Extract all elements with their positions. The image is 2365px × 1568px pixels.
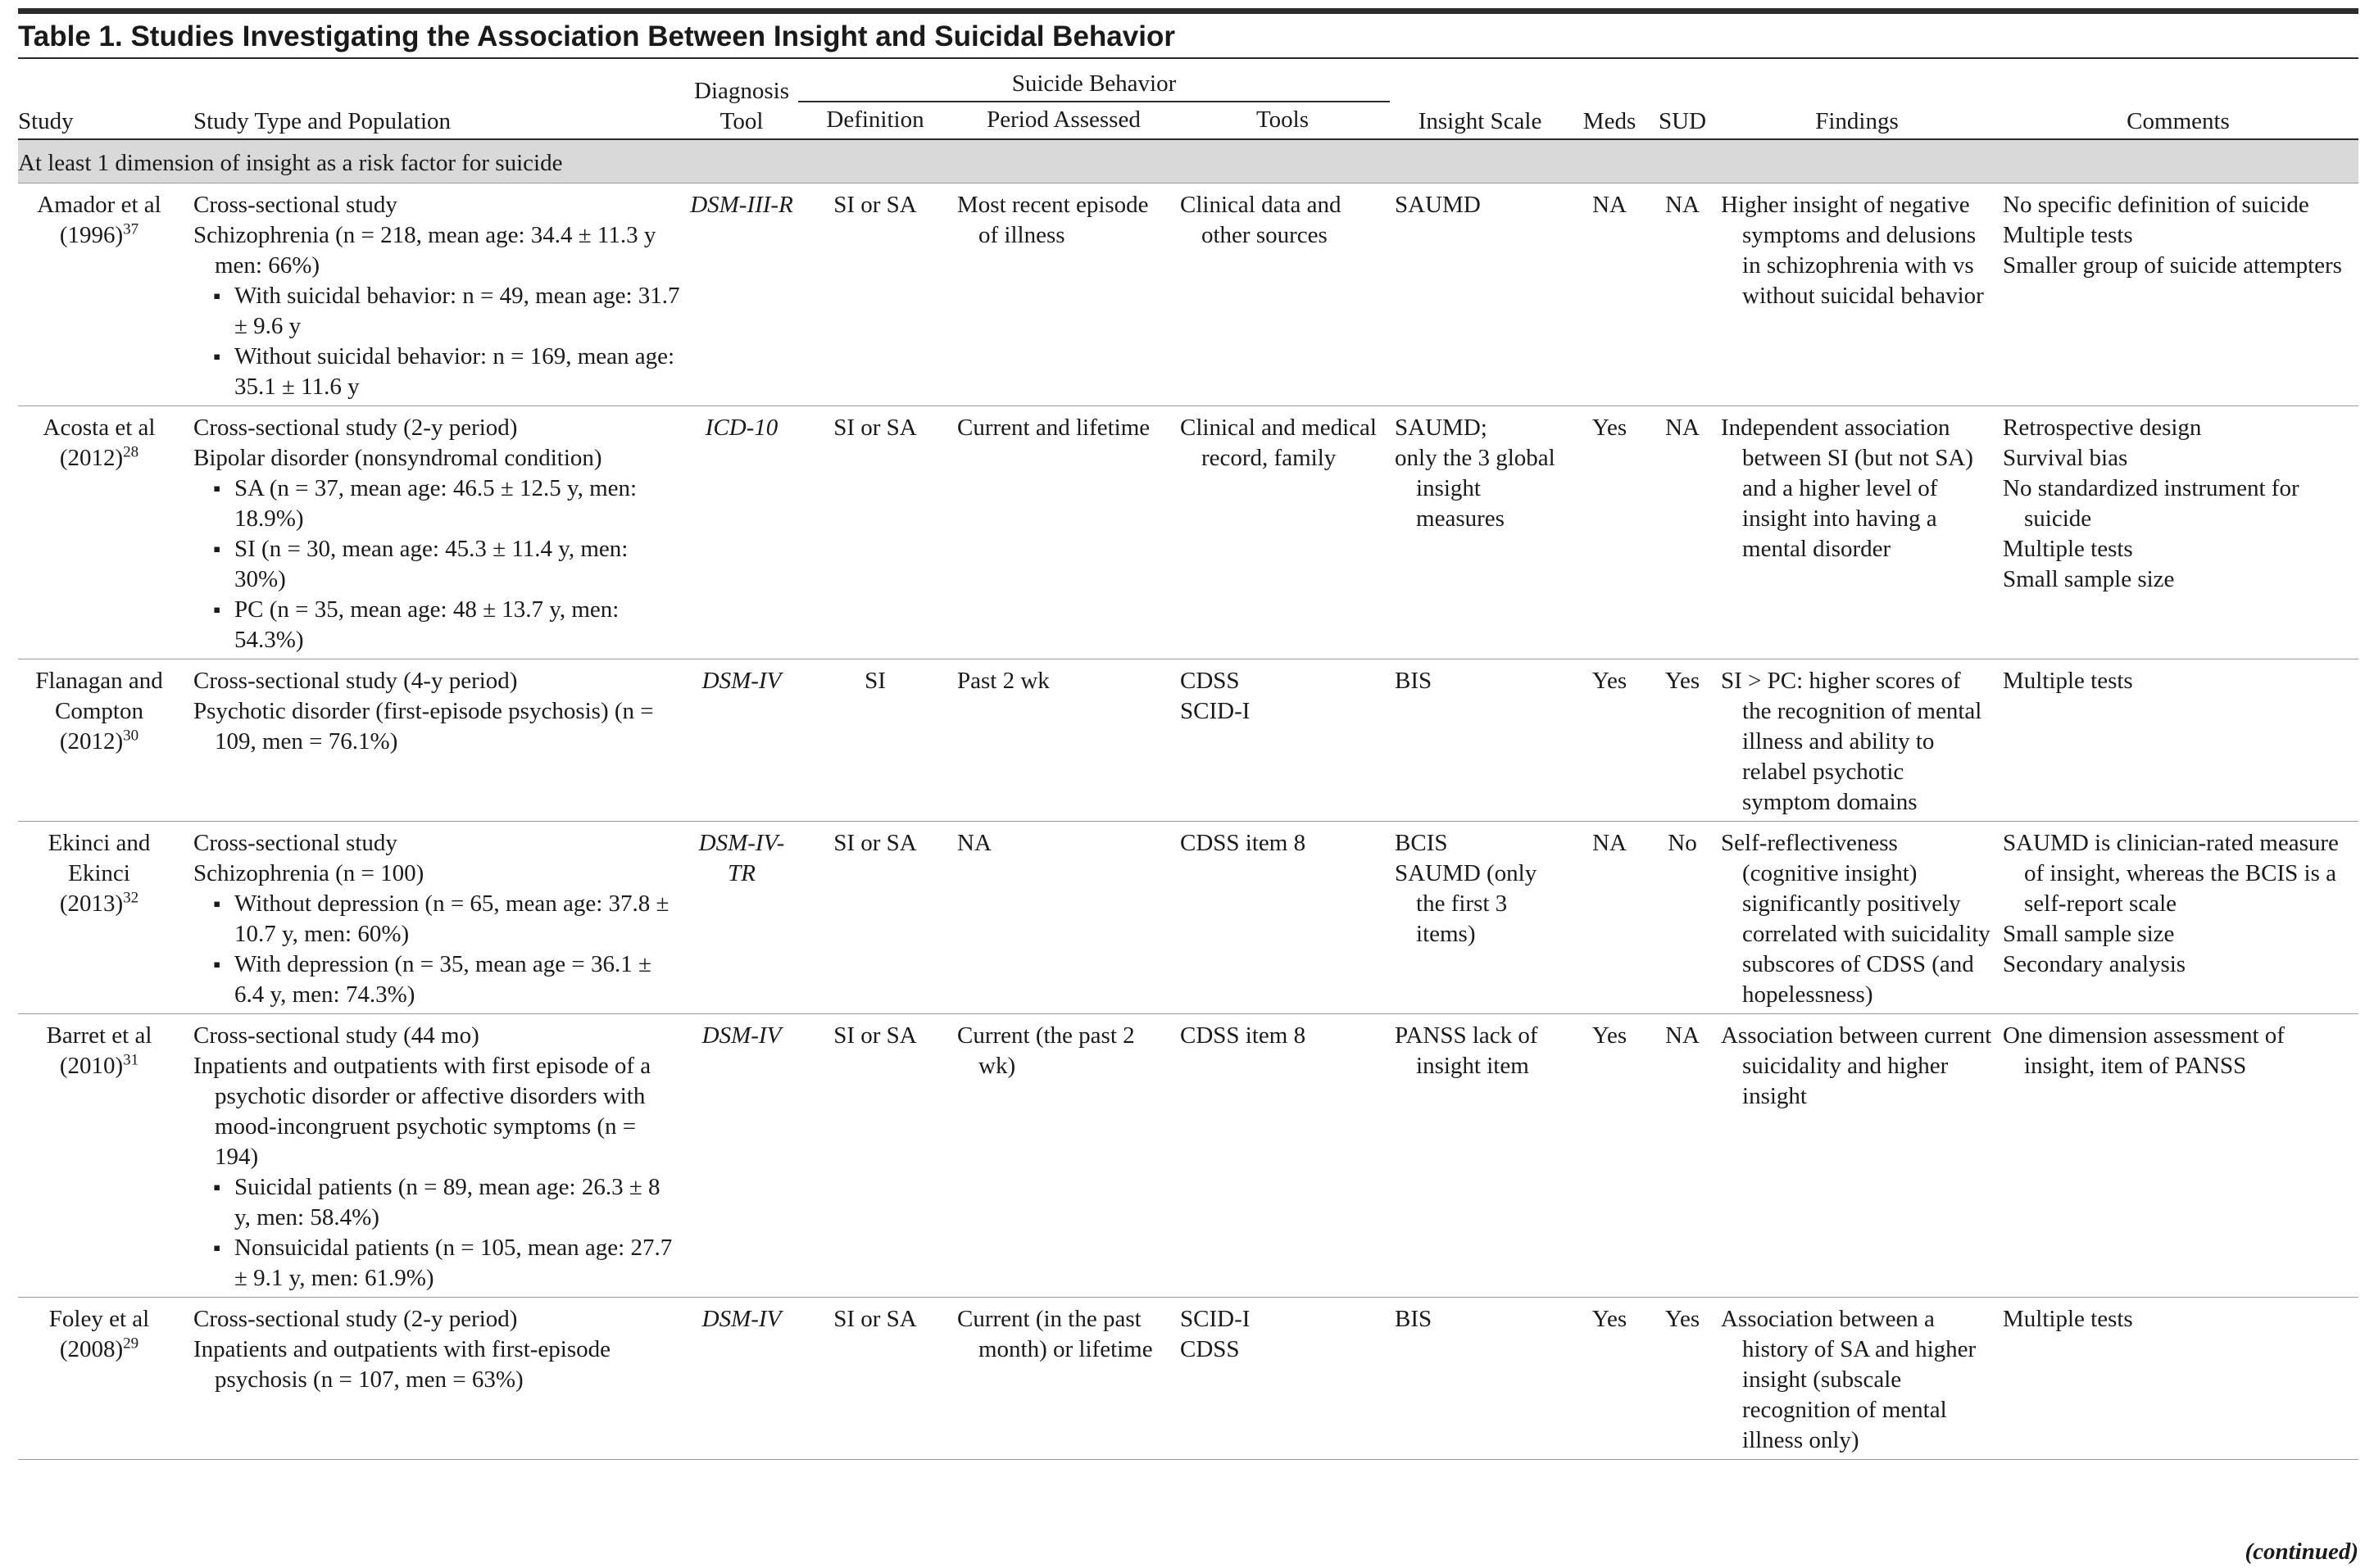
comment-item: Multiple tests [2003, 1306, 2133, 1332]
period-text: Most recent episode of illness [957, 192, 1149, 248]
title-rule [18, 57, 2358, 59]
findings-text: Self-reflectiveness (cognitive insight) significantly positively correlated with suicidality subscores of CDSS (and hopelessness) [1721, 830, 1991, 1008]
table-row [18, 1298, 2358, 1460]
study-authors: Acosta et al [43, 415, 156, 441]
study-type-line: Bipolar disorder (nonsyndromal condition) [193, 445, 602, 471]
findings-text: Independent association between SI (but not SA) and a higher level of insight into having a mental disorder [1721, 415, 1973, 562]
diagnosis-tool-cell: DSM-IV [685, 1014, 798, 1298]
insight-scale-item: only the 3 global insight measures [1395, 445, 1555, 532]
definition-cell: SI or SA [798, 822, 952, 1014]
period-assessed-cell [952, 1298, 1175, 1460]
study-type-line: Cross-sectional study (2-y period) [193, 415, 518, 441]
study-reference: 37 [123, 220, 139, 238]
study-year-text: (2012) [59, 445, 124, 471]
insight-scale-item: BIS [1395, 668, 1432, 694]
comment-item: Multiple tests [2003, 668, 2133, 694]
study-year [23, 1051, 175, 1081]
table-row [18, 659, 2358, 822]
tools-cell [1175, 822, 1390, 1014]
study-authors: Amador et al [37, 192, 161, 218]
definition-cell: SI [798, 659, 952, 822]
comment-item: Small sample size [2003, 566, 2175, 592]
comment-item: Retrospective design [2003, 415, 2202, 441]
study-year-text: (2012) [59, 728, 124, 755]
section-row [18, 139, 2358, 184]
comments-cell [1998, 406, 2358, 659]
findings-cell [1716, 406, 1998, 659]
tool-item: SCID-I [1180, 1306, 1251, 1332]
period-text: Current and lifetime [957, 415, 1151, 441]
meds-cell: Yes [1570, 1014, 1649, 1298]
study-year [23, 889, 175, 919]
tools-cell [1175, 406, 1390, 659]
insight-scale-item: SAUMD; [1395, 415, 1487, 441]
diagnosis-tool-cell: DSM-III-R [685, 184, 798, 406]
insight-scale-cell [1390, 406, 1570, 659]
table-row [18, 822, 2358, 1014]
tool-item: CDSS [1180, 668, 1240, 694]
insight-scale-cell [1390, 1014, 1570, 1298]
col-header-meds: Meds [1570, 69, 1649, 139]
diagnosis-tool-cell: ICD-10 [685, 406, 798, 659]
study-type-line: Psychotic disorder (first-episode psychosis) (n = 109, men = 76.1%) [193, 698, 654, 755]
population-bullet: ▪ SA (n = 37, mean age: 46.5 ± 12.5 y, men: 18.9%) [193, 474, 680, 534]
study-authors: Foley et al [48, 1306, 150, 1332]
insight-scale-cell [1390, 659, 1570, 822]
insight-scale-item: BCIS [1395, 830, 1448, 856]
study-type-line: Cross-sectional study [193, 830, 397, 856]
findings-cell [1716, 1014, 1998, 1298]
top-rule [18, 8, 2358, 14]
insight-scale-cell [1390, 822, 1570, 1014]
study-type-line: Cross-sectional study (44 mo) [193, 1022, 479, 1049]
continued-note: (continued) [2245, 1539, 2358, 1565]
meds-cell: Yes [1570, 406, 1649, 659]
findings-text: Association between current suicidality and higher insight [1721, 1022, 1992, 1109]
section-label: At least 1 dimension of insight as a risk factor for suicide [18, 139, 2358, 184]
study-reference: 28 [123, 443, 139, 461]
study-type-line: Cross-sectional study [193, 192, 397, 218]
sud-cell: Yes [1649, 659, 1716, 822]
study-year-text: (2010) [59, 1053, 124, 1079]
study-reference: 32 [123, 889, 139, 907]
study-reference: 29 [123, 1335, 139, 1353]
sud-cell: NA [1649, 406, 1716, 659]
studies-table [18, 69, 2358, 1460]
insight-scale-item: SAUMD (only the first 3 items) [1395, 860, 1537, 947]
population-bullet: ▪ PC (n = 35, mean age: 48 ± 13.7 y, men: 54.3%) [193, 595, 680, 655]
col-header-sud: SUD [1649, 69, 1716, 139]
study-type-cell [180, 822, 685, 1014]
insight-scale-item: BIS [1395, 1306, 1432, 1332]
diagnosis-tool-cell: DSM-IV [685, 1298, 798, 1460]
diagnosis-tool-cell: DSM-IV [685, 659, 798, 822]
study-year-text: (2008) [59, 1336, 124, 1362]
period-assessed-cell [952, 822, 1175, 1014]
study-authors: Flanagan and Compton [35, 668, 163, 724]
comment-item: Secondary analysis [2003, 951, 2186, 977]
diagnosis-tool-cell: DSM-IV-TR [685, 822, 798, 1014]
study-type-line: Inpatients and outpatients with first-episode psychosis (n = 107, men = 63%) [193, 1336, 611, 1393]
document-page [18, 0, 2358, 1568]
tool-item: CDSS item 8 [1180, 1022, 1306, 1049]
period-assessed-cell [952, 184, 1175, 406]
col-header-period-assessed: Period Assessed [952, 102, 1175, 139]
period-assessed-cell [952, 406, 1175, 659]
col-header-study-type: Study Type and Population [180, 69, 685, 139]
comments-cell [1998, 1014, 2358, 1298]
table-row [18, 1014, 2358, 1298]
col-header-findings: Findings [1716, 69, 1998, 139]
tools-cell [1175, 1298, 1390, 1460]
study-year [23, 1335, 175, 1365]
tools-cell [1175, 659, 1390, 822]
meds-cell: Yes [1570, 659, 1649, 822]
col-header-diagnosis-tool: Diagnosis Tool [685, 69, 798, 139]
table-row [18, 406, 2358, 659]
study-cell [18, 659, 180, 822]
study-type-cell [180, 1014, 685, 1298]
comments-cell [1998, 659, 2358, 822]
study-year [23, 443, 175, 474]
col-header-insight-scale: Insight Scale [1390, 69, 1570, 139]
tool-item: CDSS item 8 [1180, 830, 1306, 856]
comment-item: Survival bias [2003, 445, 2128, 471]
study-type-line: Inpatients and outpatients with first episode of a psychotic disorder or affective disorders with mood-incongruent psychotic symptoms (n = 194) [193, 1053, 651, 1170]
definition-cell: SI or SA [798, 1014, 952, 1298]
population-bullet: ▪ Without suicidal behavior: n = 169, mean age: 35.1 ± 11.6 y [193, 342, 680, 402]
tool-item: Clinical data and other sources [1180, 192, 1341, 248]
insight-scale-cell [1390, 184, 1570, 406]
comment-item: Smaller group of suicide attempters [2003, 252, 2342, 279]
study-year-text: (2013) [59, 890, 124, 917]
period-text: NA [957, 830, 992, 856]
study-type-cell [180, 406, 685, 659]
period-text: Past 2 wk [957, 668, 1050, 694]
study-reference: 31 [123, 1051, 139, 1069]
population-bullet: ▪ SI (n = 30, mean age: 45.3 ± 11.4 y, men: 30%) [193, 534, 680, 595]
tool-item: SCID-I [1180, 698, 1251, 724]
comment-item: SAUMD is clinician-rated measure of insight, whereas the BCIS is a self-report scale [2003, 830, 2339, 917]
study-type-cell [180, 659, 685, 822]
insight-scale-cell [1390, 1298, 1570, 1460]
findings-text: SI > PC: higher scores of the recognition of mental illness and ability to relabel psychotic symptom domains [1721, 668, 1982, 815]
period-text: Current (in the past month) or lifetime [957, 1306, 1153, 1362]
study-year-text: (1996) [59, 222, 124, 248]
study-cell [18, 406, 180, 659]
col-header-tools: Tools [1175, 102, 1390, 139]
meds-cell: Yes [1570, 1298, 1649, 1460]
study-cell [18, 1014, 180, 1298]
sud-cell: No [1649, 822, 1716, 1014]
tool-item: Clinical and medical record, family [1180, 415, 1377, 471]
study-authors: Ekinci and Ekinci [48, 830, 151, 886]
population-bullet: ▪ Without depression (n = 65, mean age: 37.8 ± 10.7 y, men: 60%) [193, 889, 680, 949]
findings-cell [1716, 659, 1998, 822]
study-type-cell [180, 1298, 685, 1460]
study-year [23, 220, 175, 251]
study-type-line: Cross-sectional study (4-y period) [193, 668, 518, 694]
study-type-line: Schizophrenia (n = 100) [193, 860, 424, 886]
comment-item: Small sample size [2003, 921, 2175, 947]
tools-cell [1175, 184, 1390, 406]
comments-cell [1998, 184, 2358, 406]
study-type-line: Cross-sectional study (2-y period) [193, 1306, 518, 1332]
period-assessed-cell [952, 1014, 1175, 1298]
population-bullet: ▪ With depression (n = 35, mean age = 36.1 ± 6.4 y, men: 74.3%) [193, 949, 680, 1010]
findings-cell [1716, 822, 1998, 1014]
study-cell [18, 1298, 180, 1460]
definition-cell: SI or SA [798, 184, 952, 406]
insight-scale-item: PANSS lack of insight item [1395, 1022, 1538, 1079]
comment-item: No specific definition of suicide [2003, 192, 2309, 218]
findings-text: Association between a history of SA and higher insight (subscale recognition of mental illness only) [1721, 1306, 1977, 1453]
col-header-definition: Definition [798, 102, 952, 139]
period-text: Current (the past 2 wk) [957, 1022, 1135, 1079]
study-type-line: Schizophrenia (n = 218, mean age: 34.4 ± 11.3 y men: 66%) [193, 222, 656, 279]
sud-cell: NA [1649, 184, 1716, 406]
comment-item: One dimension assessment of insight, item of PANSS [2003, 1022, 2285, 1079]
col-header-suicide-behavior: Suicide Behavior [798, 69, 1390, 102]
comment-item: Multiple tests [2003, 536, 2133, 562]
col-header-comments: Comments [1998, 69, 2358, 139]
comment-item: No standardized instrument for suicide [2003, 475, 2299, 532]
study-authors: Barret et al [46, 1022, 152, 1049]
study-cell [18, 822, 180, 1014]
study-year [23, 727, 175, 757]
findings-cell [1716, 184, 1998, 406]
insight-scale-item: SAUMD [1395, 192, 1481, 218]
meds-cell: NA [1570, 822, 1649, 1014]
definition-cell: SI or SA [798, 406, 952, 659]
tools-cell [1175, 1014, 1390, 1298]
col-header-study: Study [18, 69, 180, 139]
comments-cell [1998, 1298, 2358, 1460]
sud-cell: NA [1649, 1014, 1716, 1298]
study-reference: 30 [123, 727, 139, 745]
population-bullet: ▪ Nonsuicidal patients (n = 105, mean age: 27.7 ± 9.1 y, men: 61.9%) [193, 1233, 680, 1294]
table-row [18, 184, 2358, 406]
header-super-row [18, 69, 2358, 102]
table-title: Table 1. Studies Investigating the Association Between Insight and Suicidal Behavior [18, 20, 1175, 52]
study-cell [18, 184, 180, 406]
meds-cell: NA [1570, 184, 1649, 406]
findings-cell [1716, 1298, 1998, 1460]
population-bullet: ▪ Suicidal patients (n = 89, mean age: 26.3 ± 8 y, men: 58.4%) [193, 1172, 680, 1233]
population-bullet: ▪ With suicidal behavior: n = 49, mean age: 31.7 ± 9.6 y [193, 281, 680, 342]
study-type-cell [180, 184, 685, 406]
comment-item: Multiple tests [2003, 222, 2133, 248]
definition-cell: SI or SA [798, 1298, 952, 1460]
sud-cell: Yes [1649, 1298, 1716, 1460]
comments-cell [1998, 822, 2358, 1014]
tool-item: CDSS [1180, 1336, 1240, 1362]
period-assessed-cell [952, 659, 1175, 822]
findings-text: Higher insight of negative symptoms and delusions in schizophrenia with vs without suicidal behavior [1721, 192, 1984, 309]
